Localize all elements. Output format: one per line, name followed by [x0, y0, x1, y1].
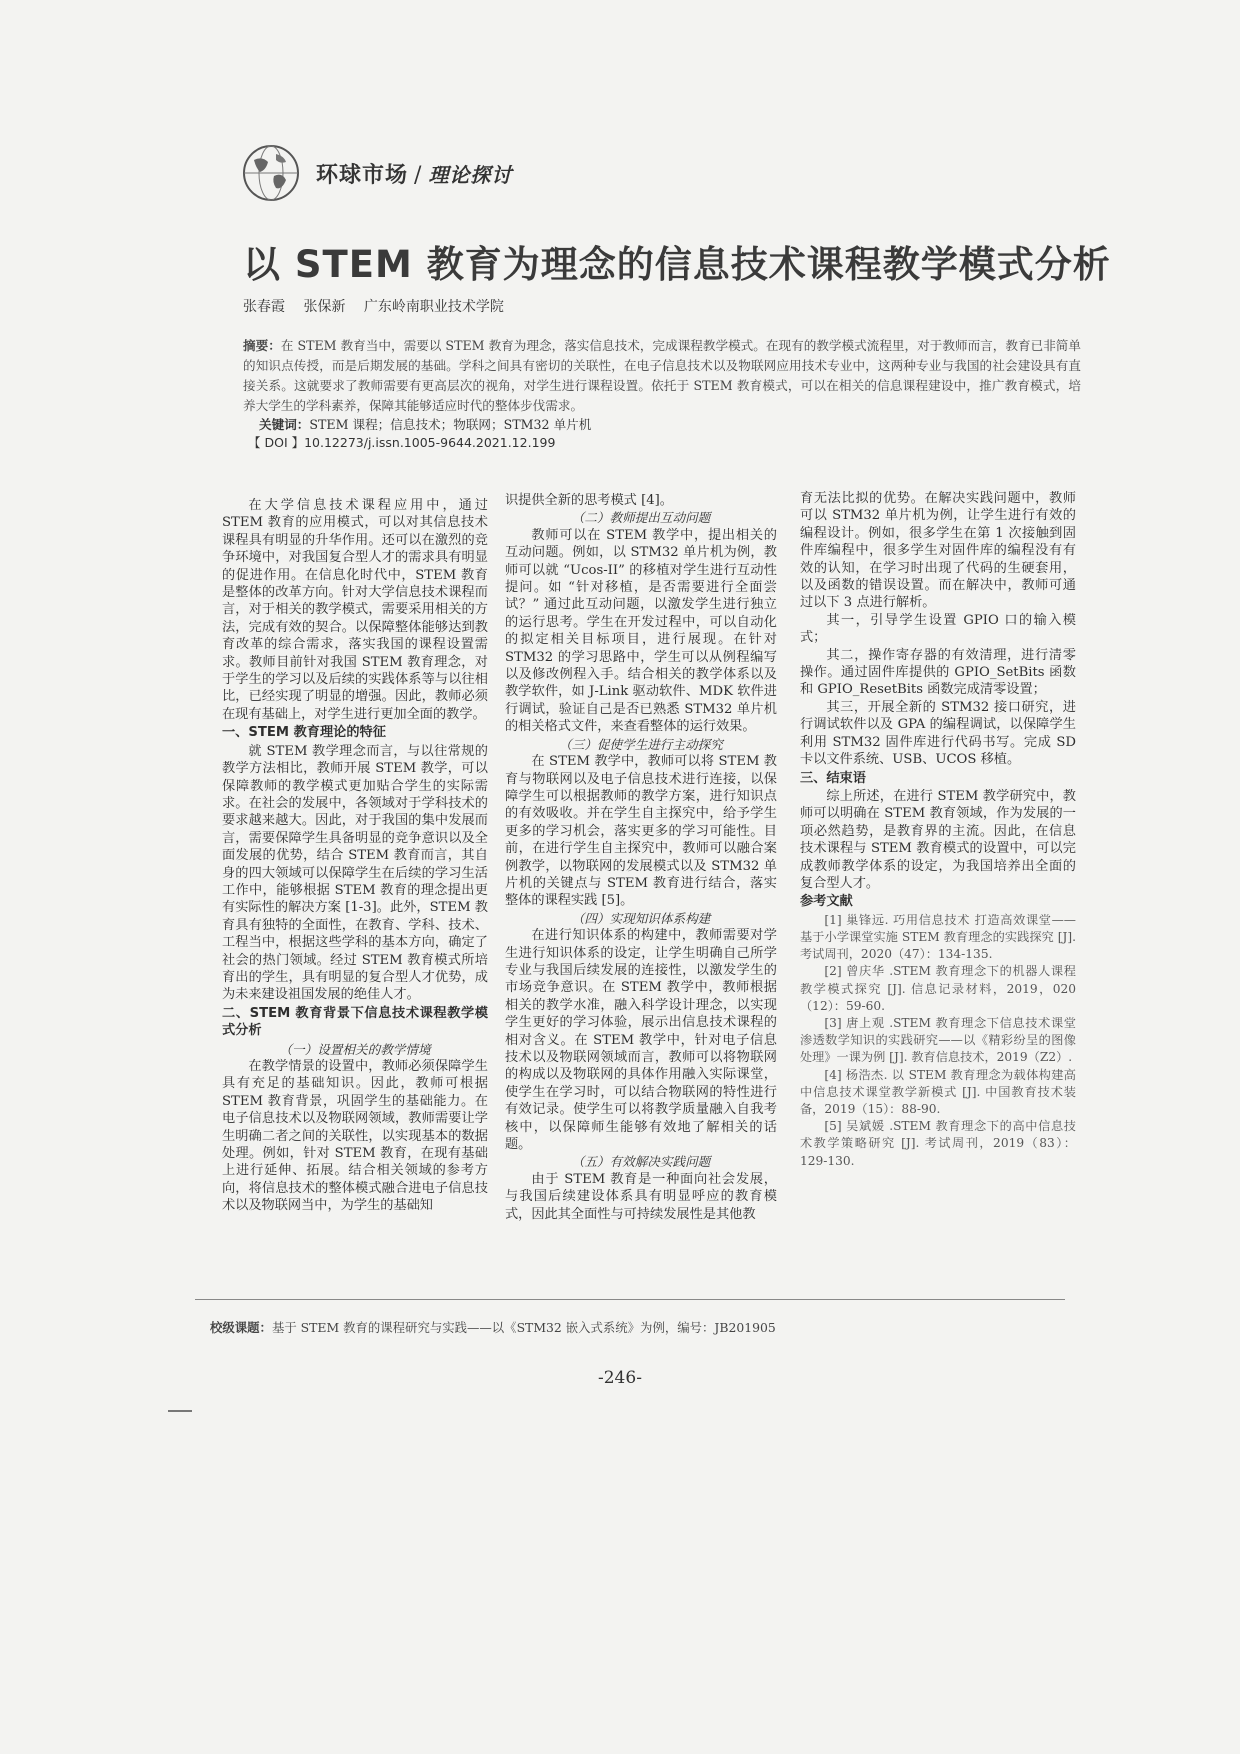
subsection-heading: （三）促使学生进行主动探究 — [559, 736, 723, 752]
paragraph: 识提供全新的思考模式 [4]。 — [505, 493, 673, 508]
page-number: -246- — [598, 1368, 642, 1388]
paragraph: 其一，引导学生设置 GPIO 口的输入模式； — [800, 612, 1076, 646]
affiliation: 广东岭南职业技术学院 — [363, 299, 504, 315]
section-heading: 一、STEM 教育理论的特征 — [222, 725, 386, 741]
section-heading: 三、结束语 — [800, 770, 866, 786]
journal-header — [240, 142, 512, 204]
column-1 — [222, 497, 488, 1215]
column-2 — [505, 492, 777, 1223]
paragraph: 教师可以在 STEM 教学中，提出相关的互动问题。例如，以 STM32 单片机为例，教师可以就 “Ucos-II” 的移植对学生进行互动性提问。如 “针对移植，是否需要进行全面尝试？” 通过此互动问题，以激发学生进行独立的运行思考。学生在开发过程中，可以自动化的拟定相关目标项目，进行展现。在针对 STM32 的学习思路中，学生可以从例程编写以及修改例程入手。结合相关的教学体系以及教学软件，如 J-Link 驱动软件、MDK 软件进行调试，验证自己是否已熟悉 STM32 单片机的相关格式文件，来查看整体的运行效果。 — [505, 527, 777, 735]
subsection-heading: （一）设置相关的教学情境 — [279, 1041, 431, 1057]
paragraph: 其二，操作寄存器的有效清理，进行清零操作。通过固件库提供的 GPIO_SetBits 函数和 GPIO_ResetBits 函数完成清零设置； — [800, 647, 1076, 698]
section-heading: 参考文献 — [800, 894, 853, 910]
header-separator: / — [414, 162, 423, 188]
reference-item: [3] 唐上观 .STEM 教育理念下信息技术课堂渗透数学知识的实践研究——以《精彩纷呈的图像处理》一课为例 [J]. 教育信息技术，2019（Z2）. — [800, 1015, 1076, 1065]
subsection-heading: （五）有效解决实践问题 — [571, 1154, 711, 1170]
article-title: 以 STEM 教育为理念的信息技术课程教学模式分析 — [243, 243, 1111, 286]
authors-line — [243, 296, 518, 316]
journal-header-text — [316, 158, 512, 189]
reference-item: [4] 杨浩杰. 以 STEM 教育理念为载体构建高中信息技术课堂教学新模式 [J]. 中国教育技术装备，2019（15）：88-90. — [800, 1067, 1076, 1116]
reference-item: [5] 吴斌媛 .STEM 教育理念下的高中信息技术教学策略研究 [J]. 考试周刊，2019（83）：129-130. — [800, 1119, 1076, 1168]
abstract-text: 在 STEM 教育当中，需要以 STEM 教育为理念，落实信息技术，完成课程教学模式。在现有的教学模式流程里，对于教师而言，教育已非简单的知识点传授，而是后期发展的基础。学科之间具有密切的关联性，在电子信息技术以及物联网应用技术专业中，这两种专业与我国的社会建设具有直接关系。这就要求了教师需要有更高层次的视角，对学生进行课程设置。依托于 STEM 教育模式，可以在相关的信息课程建设中，推广教育模式，培养大学生的学科素养，保障其能够适应时代的整体步伐需求。 — [243, 338, 1082, 413]
keywords-text: STEM 课程；信息技术；物联网；STM32 单片机 — [309, 417, 592, 432]
paragraph: 在大学信息技术课程应用中，通过 STEM 教育的应用模式，可以对其信息技术课程具有明显的升华作用。还可以在激烈的竞争环境中，对我国复合型人才的需求具有明显的促进作用。在信息化时代中，STEM 教育是整体的改革方向。针对大学信息技术课程而言，对于相关的教学模式，需要采用相关的方法，完成有效的契合。以保障整体能够达到教育改革的综合需求，落实我国的课程设置需求。教师目前针对我国 STEM 教育理念，对于学生的学习以及后续的实践体系等与以往相比，已经实现了明显的增强。因此，教师必须在现有基础上，对学生进行更加全面的教学。 — [222, 498, 488, 722]
journal-name: 环球市场 — [316, 161, 409, 188]
abstract — [243, 336, 1081, 416]
author-1: 张春霞 — [243, 299, 285, 315]
paragraph: 由于 STEM 教育是一种面向社会发展，与我国后续建设体系具有明显呼应的教育模式，因此其全面性与可持续发展性是其他教 — [505, 1171, 777, 1222]
paragraph: 在进行知识体系的构建中，教师需要对学生进行知识体系的设定，让学生明确自己所学专业与我国后续发展的连接性，以激发学生的市场竞争意识。在 STEM 教学中，教师根据相关的教学水准，融入科学设计理念，以实现学生更好的学习体验，展示出信息技术课程的相对含义。在 STEM 教学中，针对电子信息技术以及物联网领域而言，教师可以将物联网的构成以及物联网的具体作用融入实际课堂，使学生在学习时，可以结合物联网的特性进行有效记录。使学生可以将教学质量融入自我考核中，以保障师生能够有效地了解相关的话题。 — [505, 928, 777, 1153]
funding-text: 基于 STEM 教育的课程研究与实践——以《STM32 嵌入式系统》为例，编号：JB201905 — [271, 1320, 776, 1335]
paragraph: 育无法比拟的优势。在解决实践问题中，教师可以 STM32 单片机为例，让学生进行有效的编程设计。例如，很多学生在第 1 次接触到固件库编程中，很多学生对固件库的编程没有有效的认知，在学习时出现了代码的生硬套用，以及函数的错误设置。而在解决中，教师可通过以下 3 点进行解析。 — [800, 491, 1076, 611]
paragraph: 在 STEM 教学中，教师可以将 STEM 教育与物联网以及电子信息技术进行连接，以保障学生可以根据教师的教学方案，进行知识点的有效吸收。并在学生自主探究中，给予学生更多的学习机会，落实更多的学习可能性。目前，在进行学生自主探究中，教师可以融合案例教学，以物联网的发展模式以及 STM32 单片机的关键点与 STEM 教育进行结合，落实整体的课程实践 [5]。 — [505, 754, 777, 909]
funding-note — [210, 1318, 776, 1336]
subsection-heading: （二）教师提出互动问题 — [571, 510, 711, 526]
funding-label: 校级课题： — [210, 1320, 272, 1335]
keywords-label: 关键词： — [259, 417, 310, 432]
keywords — [259, 414, 591, 433]
doi: 【 DOI 】10.12273/j.issn.1005-9644.2021.12.199 — [248, 435, 556, 450]
column-3 — [800, 490, 1076, 1170]
paragraph: 在教学情景的设置中，教师必须保障学生具有充足的基础知识。因此，教师可根据 STEM 教育背景，巩固学生的基础能力。在电子信息技术以及物联网领域，教师需要让学生明确二者之间的关联性，以实现基本的数据处理。例如，针对 STEM 教育，在现有基础上进行延伸、拓展。结合相关领域的参考方向，将信息技术的整体模式融合进电子信息技术以及物联网当中，为学生的基础知 — [222, 1059, 488, 1214]
paragraph: 其三，开展全新的 STM32 接口研究，进行调试软件以及 GPA 的编程调试，以保障学生利用 STM32 固件库进行代码书写。完成 SD 卡以文件系统、USB、UCOS 移植。 — [800, 699, 1076, 768]
author-2: 张保新 — [303, 299, 346, 315]
paragraph: 综上所述，在进行 STEM 教学研究中，教师可以明确在 STEM 教育领域，作为发展的一项必然趋势，是教育界的主流。因此，在信息技术课程与 STEM 教育模式的设置中，可以完成教师教学体系的设定，为我国培养出全面的复合型人才。 — [800, 788, 1076, 891]
paragraph: 就 STEM 教学理念而言，与以往常规的教学方法相比，教师开展 STEM 教学，可以保障教师的教学模式更加贴合学生的实际需求。在社会的发展中，各领域对于学科技术的要求越来越大。因此，对于我国的集中发展而言，需要保障学生具备明显的竞争意识以及全面发展的优势，结合 STEM 教育而言，其自身的四大领域可以保障学生在后续的学习生活工作中，能够根据 STEM 教育的理念提出更有实际性的解决方案 [1-3]。此外，STEM 教育具有独特的全面性，在教育、学科、技术、工程当中，根据这些学科的基本方向，确定了社会的热门领域。经过 STEM 教育模式所培育出的学生，具有明显的复合型人才优势，成为未来建设祖国发展的绝佳人才。 — [222, 743, 488, 1003]
reference-item: [2] 曾庆华 .STEM 教育理念下的机器人课程教学模式探究 [J]. 信息记录材料，2019，020（12）：59-60. — [800, 964, 1076, 1013]
reference-item: [1] 巢锋远. 巧用信息技术 打造高效课堂——基于小学课堂实施 STEM 教育理念的实践探究 [J]. 考试周刊，2020（47）：134-135. — [800, 912, 1076, 962]
section-name: 理论探讨 — [428, 162, 513, 187]
margin-mark — [168, 1410, 192, 1412]
globe-icon — [240, 142, 302, 204]
section-heading: 二、STEM 教育背景下信息技术课程教学模式分析 — [222, 1005, 488, 1039]
footnote-rule — [195, 1299, 1065, 1300]
abstract-label: 摘要： — [243, 338, 281, 353]
subsection-heading: （四）实现知识体系构建 — [571, 910, 711, 926]
